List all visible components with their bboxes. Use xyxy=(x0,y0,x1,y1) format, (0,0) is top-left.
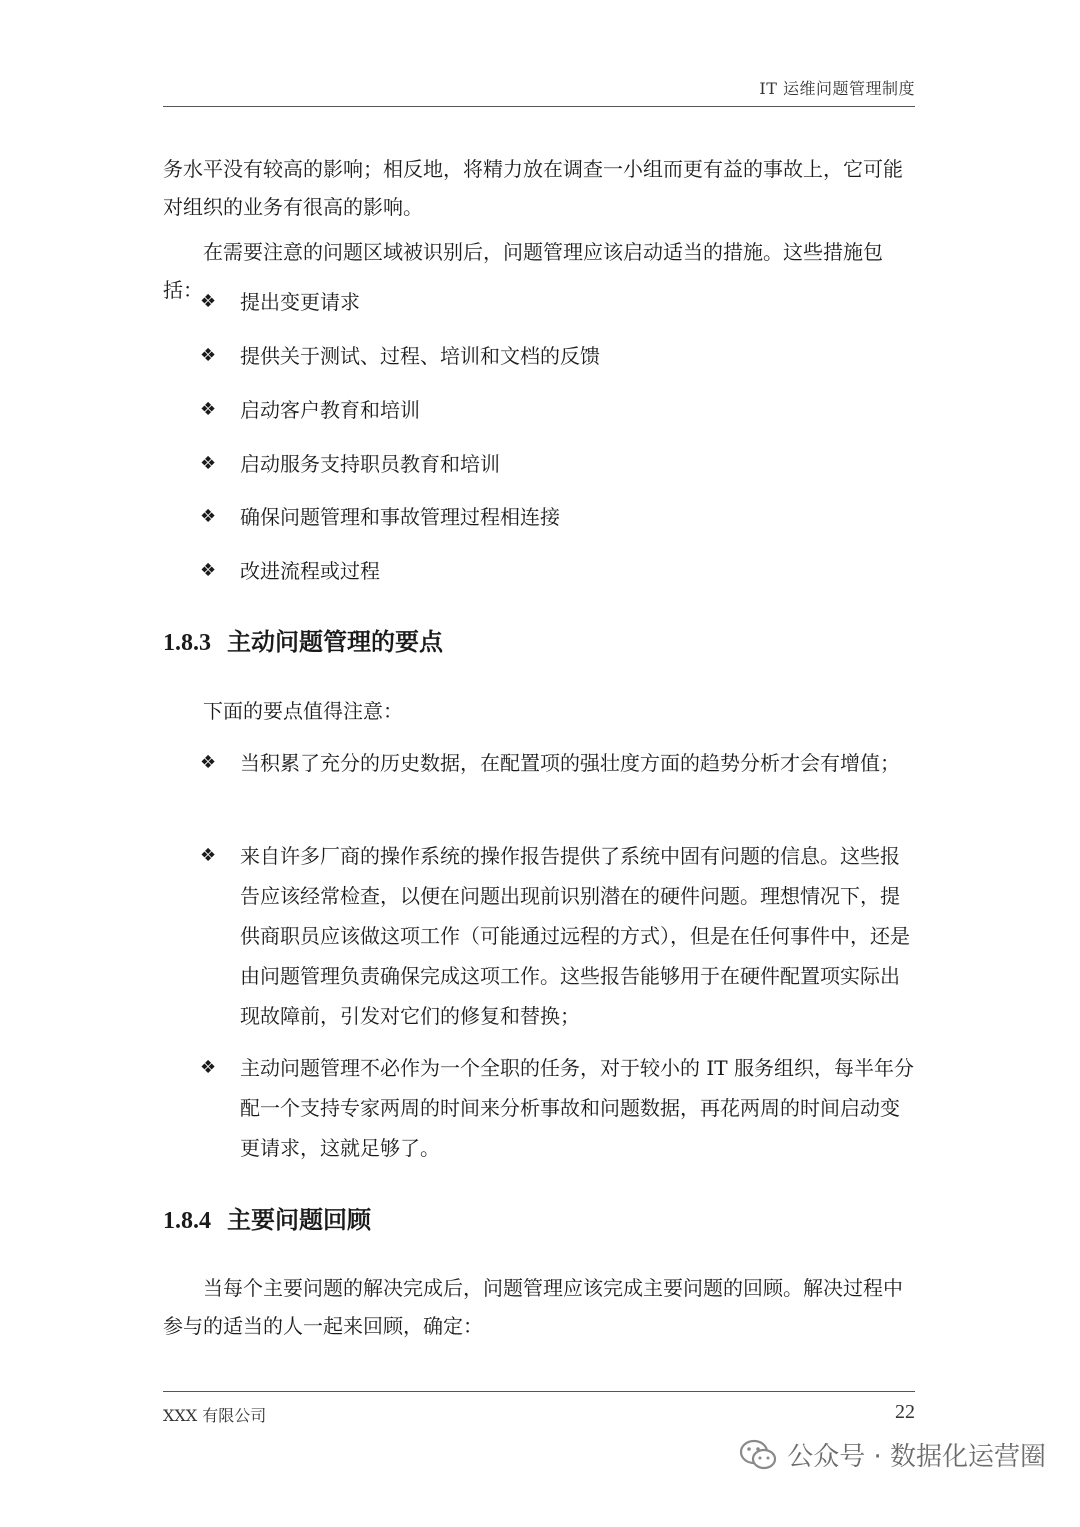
measure-item-text: 确保问题管理和事故管理过程相连接 xyxy=(240,505,560,529)
section-heading-1-8-3 xyxy=(163,626,443,659)
section-paragraph: 当每个主要问题的解决完成后，问题管理应该完成主要问题的回顾。解决过程中参与的适当的人一起来回顾，确定： xyxy=(163,1276,903,1338)
diamond-bullet-icon: ❖ xyxy=(200,845,217,866)
diamond-bullet-icon: ❖ xyxy=(200,752,217,773)
point-item xyxy=(200,1048,918,1168)
measures-lead-paragraph: 在需要注意的问题区域被识别后，问题管理应该启动适当的措施。这些措施包括： xyxy=(163,240,883,302)
measure-item xyxy=(200,551,918,591)
diamond-bullet-icon: ❖ xyxy=(200,291,217,312)
wechat-icon xyxy=(739,1439,777,1471)
header-title: IT 运维问题管理制度 xyxy=(759,79,915,98)
section-number: 1.8.3 xyxy=(163,630,211,656)
section-lead-paragraph: 下面的要点值得注意： xyxy=(203,699,403,723)
measure-item-text: 改进流程或过程 xyxy=(240,559,380,583)
section-title: 主要问题回顾 xyxy=(227,1205,371,1234)
section-title: 主动问题管理的要点 xyxy=(227,627,443,656)
point-item xyxy=(200,743,918,783)
measure-item xyxy=(200,282,918,322)
measure-item xyxy=(200,336,918,376)
section-number: 1.8.4 xyxy=(163,1208,211,1234)
diamond-bullet-icon: ❖ xyxy=(200,1057,217,1078)
measure-item-text: 提供关于测试、过程、培训和文档的反馈 xyxy=(240,344,600,368)
header-divider xyxy=(163,106,915,107)
measure-item xyxy=(200,444,918,484)
page-number: 22 xyxy=(895,1401,915,1423)
watermark xyxy=(739,1436,1046,1473)
watermark-text: 公众号 · 数据化运营圈 xyxy=(787,1442,1046,1472)
measure-item-text: 启动客户教育和培训 xyxy=(240,398,420,422)
diamond-bullet-icon: ❖ xyxy=(200,345,217,366)
diamond-bullet-icon: ❖ xyxy=(200,506,217,527)
point-item-text: 当积累了充分的历史数据，在配置项的强壮度方面的趋势分析才会有增值； xyxy=(240,751,900,775)
measure-item xyxy=(200,390,918,430)
diamond-bullet-icon: ❖ xyxy=(200,560,217,581)
diamond-bullet-icon: ❖ xyxy=(200,399,217,420)
intro-paragraph: 务水平没有较高的影响；相反地，将精力放在调查一小组而更有益的事故上，它可能对组织的业务有很高的影响。 xyxy=(163,157,903,219)
diamond-bullet-icon: ❖ xyxy=(200,453,217,474)
point-item-text: 来自许多厂商的操作系统的操作报告提供了系统中固有问题的信息。这些报告应该经常检查，以便在问题出现前识别潜在的硬件问题。理想情况下，提供商职员应该做这项工作（可能通过远程的方式），但是在任何事件中，还是由问题管理负责确保完成这项工作。这些报告能够用于在硬件配置项实际出现故障前，引发对它们的修复和替换； xyxy=(240,844,910,1028)
section-heading-1-8-4 xyxy=(163,1204,371,1237)
point-item xyxy=(200,836,918,1036)
measure-item xyxy=(200,497,918,537)
footer-company: XXX 有限公司 xyxy=(163,1406,267,1425)
point-item-text: 主动问题管理不必作为一个全职的任务，对于较小的 IT 服务组织，每半年分配一个支持专家两周的时间来分析事故和问题数据，再花两周的时间启动变更请求，这就足够了。 xyxy=(240,1056,914,1160)
measure-item-text: 提出变更请求 xyxy=(240,290,360,314)
footer-divider xyxy=(163,1391,915,1392)
measure-item-text: 启动服务支持职员教育和培训 xyxy=(240,452,500,476)
